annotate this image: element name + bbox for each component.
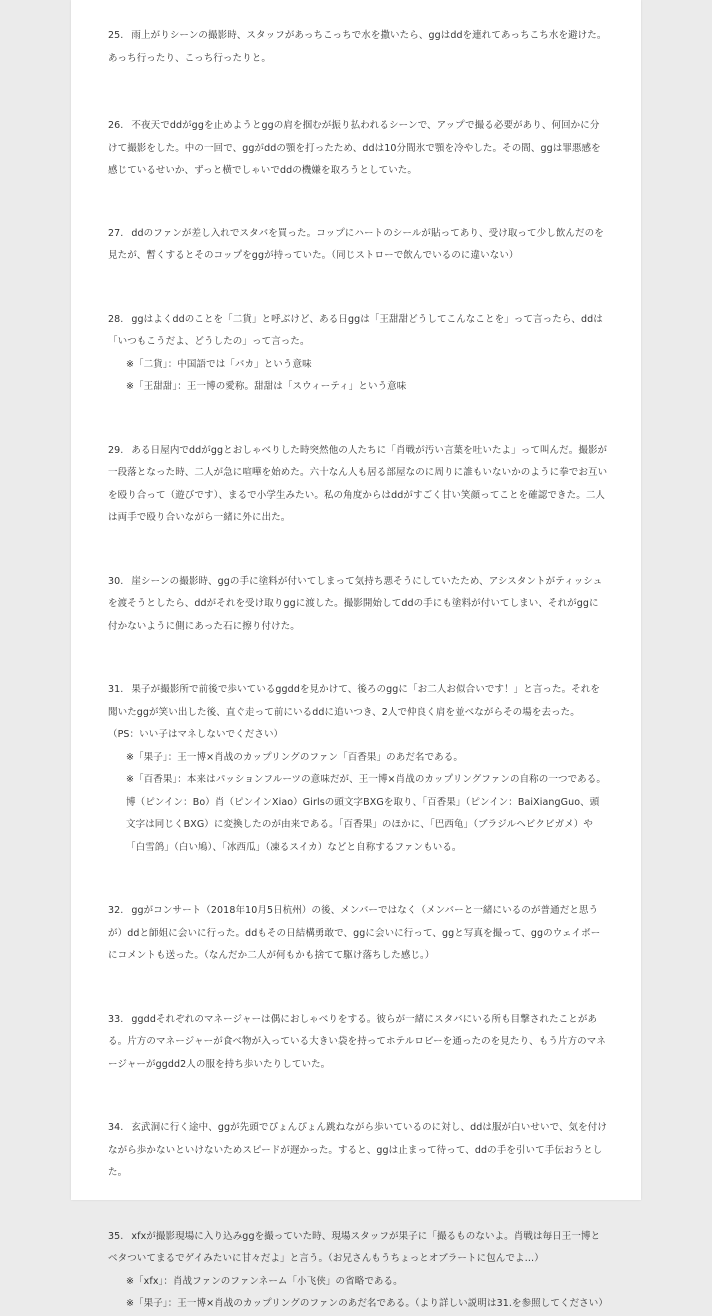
item-paragraph	[108, 115, 608, 183]
item-number: 29.	[108, 444, 124, 456]
item-paragraph	[108, 1226, 608, 1271]
list-item	[108, 309, 608, 399]
item-text: xfxが撮影現場に入り込みggを撮っていた時、現場スタッフが果子に「撮るものないよ。肖戦は毎日王一博とベタついてまるでゲイみたいに甘々だよ」と言う。（お兄さんもうちょっとオブラートに包んでよ…）	[108, 1230, 601, 1264]
item-number: 25.	[108, 30, 124, 41]
item-paragraph	[108, 25, 608, 70]
item-number: 33.	[108, 1013, 124, 1025]
item-note: ※「xfx」：肖战ファンのファンネーム「小飞侠」の省略である。	[126, 1275, 403, 1287]
list-item	[108, 900, 608, 968]
list-item	[108, 1009, 608, 1077]
item-note: ※「百香果」：本来はパッションフルーツの意味だが、王一博×肖战のカップリングファンの自称の一つである。博（ピンイン：Bo）肖（ピンインXiao）Girlsの頭文字BXGを取り、「百香果」（ピンイン：BaiXiangGuo、頭文字は同じくBXG）に変換したのが由来である。「百香果」のほかに、「巴西龟」（ブラジルヘビクビガメ）や「白雪鸽」（白い鳩）、「冰西瓜」（凍るスイカ）などと自称するファンもいる。	[126, 774, 606, 853]
item-paragraph	[108, 679, 608, 724]
item-text: 果子が撮影所で前後で歩いているggddを見かけて、後ろのggに「お二人お似合いです！」と言った。それを聞いたggが笑い出した後、直ぐ走って前にいるddに追いつき、2人で仲良く肩を並べながらその場を去った。	[108, 684, 601, 718]
item-number: 32.	[108, 905, 124, 916]
item-text: 雨上がりシーンの撮影時、スタッフがあっちこっちで水を撒いたら、ggはddを連れてあっちこち水を避けた。あっち行ったり、こっち行ったりと。	[108, 30, 607, 64]
item-number: 28.	[108, 313, 124, 325]
list-item	[108, 1117, 608, 1185]
item-text: 玄武洞に行く途中、ggが先頭でぴょんぴょん跳ねながら歩いているのに対し、ddは服が白いせいで、気を付けながら歩かないといけないためスピードが遅かった。すると、ggは止まって待って、ddの手を引いて手伝おうとした。	[108, 1122, 607, 1178]
item-paragraph	[108, 1009, 608, 1077]
item-number: 27.	[108, 227, 124, 239]
item-paragraph	[108, 440, 608, 530]
item-paragraph	[108, 223, 608, 268]
item-note: ※「果子」：王一博×肖战のカップリングのファン「百香果」のあだ名である。	[126, 751, 463, 763]
list-item	[108, 25, 608, 70]
item-paragraph	[108, 309, 608, 354]
list-item	[108, 571, 608, 639]
item-note: （PS：いい子はマネしないでください）	[108, 729, 284, 740]
item-note: ※「果子」：王一博×肖战のカップリングのファンのあだ名である。（より詳しい説明は31.を参照してください）	[126, 1298, 608, 1309]
list-item	[108, 440, 608, 530]
document-content	[108, 25, 608, 1316]
list-item	[108, 679, 608, 859]
item-text: 崖シーンの撮影時、ggの手に塗料が付いてしまって気持ち悪そうにしていたため、アシスタントがティッシュを渡そうとしたら、ddがそれを受け取りggに渡した。撮影開始してddの手にも塗料が付いてしまい、それがggに付かないように側にあった石に擦り付けた。	[108, 575, 603, 632]
list-item	[108, 1226, 608, 1316]
item-number: 31.	[108, 684, 124, 695]
item-number: 26.	[108, 120, 124, 131]
item-number: 35.	[108, 1230, 124, 1242]
item-number: 34.	[108, 1122, 124, 1133]
item-note: ※「王甜甜」：王一博の愛称。甜甜は「スウィーティ」という意味	[126, 381, 407, 392]
item-paragraph	[108, 1117, 608, 1185]
item-note: ※「二貨」：中国語では「バカ」という意味	[126, 358, 312, 370]
item-number: 30.	[108, 575, 124, 587]
list-item	[108, 223, 608, 268]
item-text: ddのファンが差し入れでスタバを買った。コップにハートのシールが貼ってあり、受け取って少し飲んだのを見たが、暫くするとそのコップをggが持っていた。（同じストローで飲んでいるのに違いない）	[108, 227, 604, 261]
item-text: ggがコンサート（2018年10月5日杭州）の後、メンバーではなく（メンバーと一緒にいるのが普通だと思うが）ddと師姐に会いに行った。ddもその日結構勇敢で、ggに会いに行って、ggと写真を撮って、ggのウェイボーにコメントも送った。（なんだか二人が何もかも捨てて駆け落ちした感じ。）	[108, 905, 601, 961]
item-paragraph	[108, 571, 608, 639]
item-paragraph	[108, 900, 608, 968]
item-text: ggddそれぞれのマネージャーは偶におしゃべりをする。彼らが一緒にスタバにいる所も目撃されたことがある。片方のマネージャーが食べ物が入っている大きい袋を持ってホテルロビーを通ったのを見たり、もう片方のマネージャーがggdd2人の服を持ち歩いたりしていた。	[108, 1013, 606, 1070]
list-item	[108, 115, 608, 183]
item-text: 不夜天でddがggを止めようとggの肩を掴むが振り払われるシーンで、アップで撮る必要があり、何回かに分けて撮影をした。中の一回で、ggがddの顎を打ったため、ddは10分間氷で顎を冷やした。その間、ggは罪悪感を感じているせいか、ずっと横でしゃいでddの機嫌を取ろうとしていた。	[108, 120, 601, 176]
item-text: ggはよくddのことを「二貨」と呼ぶけど、ある日ggは「王甜甜どうしてこんなことを」って言ったら、ddは「いつもこうだよ、どうしたの」って言った。	[108, 313, 603, 347]
item-text: ある日屋内でddがggとおしゃべりした時突然他の人たちに「肖戦が汚い言葉を吐いたよ」って叫んだ。撮影が一段落となった時、二人が急に喧嘩を始めた。六十なん人も居る部屋なのに周りに誰もいないかのように拳でお互いを殴り合って（遊びです）、まるで小学生みたい。私の角度からはddがすごく甘い笑顔ってことを確認できた。二人は両手で殴り合いながら一緒に外に出た。	[108, 444, 608, 523]
document-page	[71, 0, 641, 1309]
